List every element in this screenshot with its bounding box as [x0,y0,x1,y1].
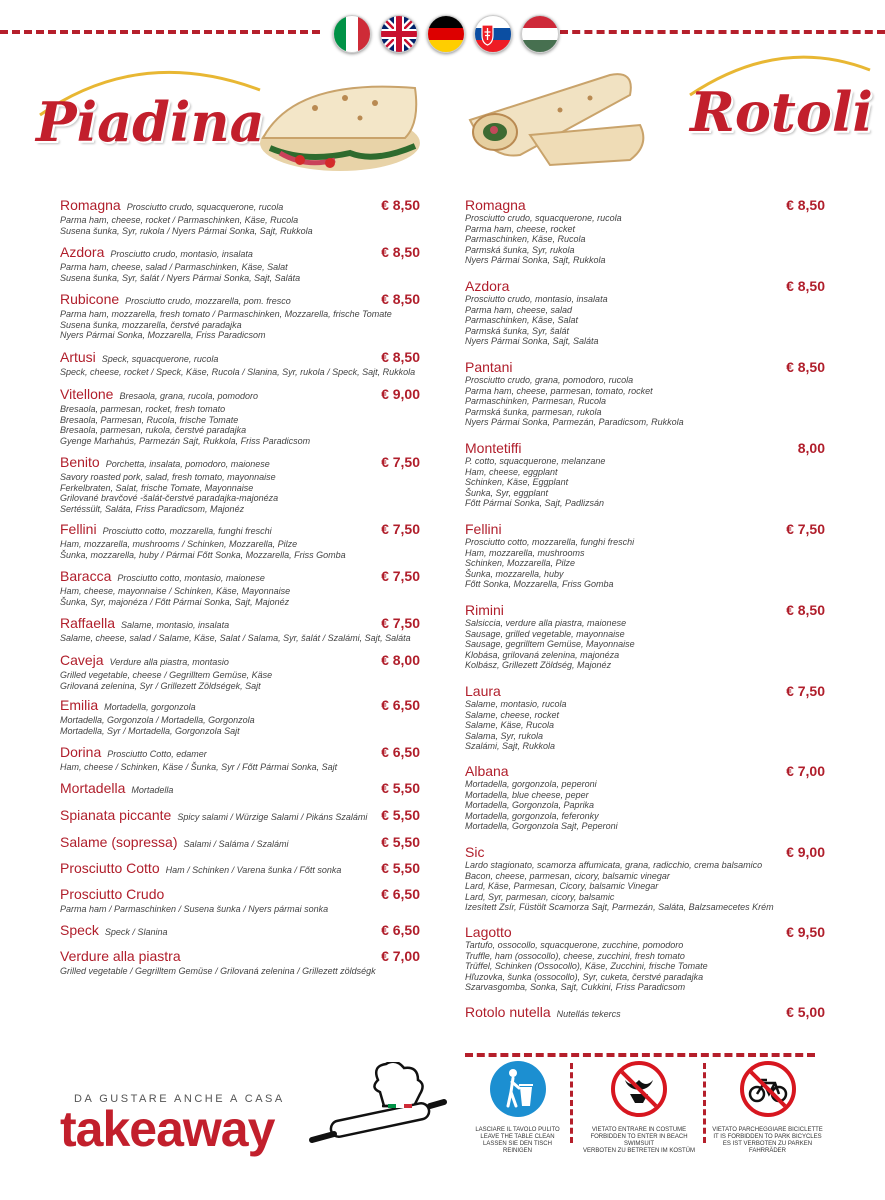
item-translation: Schinken, Mozzarella, Pilze [465,558,576,568]
item-translation: Šunka, Syr, majonéza / Főtt Pármai Sonka, Sajt, Majonéz [60,596,290,607]
menu-item[interactable] [60,454,420,514]
item-name: Rotolo nutella [465,1004,551,1020]
item-translation: Kolbász, Grillezett Zöldség, Majonéz [465,660,612,670]
menu-item[interactable] [60,291,420,341]
item-name: Laura [465,683,501,699]
menu-item[interactable] [465,763,825,832]
item-name: Verdure alla piastra [60,948,181,964]
sign-text: VIETATO PARCHEGGIARE BICICLETTE [712,1127,823,1133]
item-translation: Parmská šunka, Syr, šalát [465,325,570,336]
menu-item[interactable] [60,780,420,798]
item-translation: Parmaschinken, Parmesan, Rucola [465,396,607,406]
item-translation: Bresaola, parmesan, rukola, čerstvé paradajka [60,425,247,435]
menu-item[interactable] [60,349,420,378]
item-translation: Salama, Syr, rukola [465,730,544,741]
item-name: Lagotto [465,924,512,940]
item-name: Azdora [465,278,510,294]
item-price: € 7,00 [381,948,420,964]
item-name: Fellini [60,521,97,537]
item-price: 8,00 [797,440,825,456]
item-translation: Parmaschinken, Käse, Rucola [465,234,586,244]
item-translation: Tartufo, ossocollo, squacquerone, zucchine, pomodoro [465,940,684,950]
item-name: Baracca [60,568,112,584]
item-price: € 8,50 [786,278,825,294]
item-price: € 7,50 [381,521,420,537]
item-price: € 9,00 [786,844,825,860]
item-name: Emilia [60,697,99,713]
chef-hat-rolling-pin-icon [290,1062,450,1152]
item-price: € 8,50 [786,602,825,618]
no-swimsuit-icon [610,1060,668,1118]
menu-item[interactable] [60,697,420,736]
item-translation: Šunka, Syr, eggplant [465,487,549,498]
item-translation: Mortadella, Gorgonzola Sajt, Peperoni [465,821,618,831]
menu-item[interactable] [465,359,825,428]
item-name: Rubicone [60,291,120,307]
item-translation: Bresaola, Parmesan, Rucola, frische Tomate [60,414,239,425]
item-ingredients: Bresaola, grana, rucola, pomodoro [119,391,259,401]
menu-item[interactable] [465,602,825,671]
sign-text: LASCIARE IL TAVOLO PULITO [475,1127,560,1133]
item-translation: Mortadella, gorgonzola, peperoni [465,779,597,789]
item-price: € 8,50 [381,244,420,260]
item-translation: Hľuzovka, šunka (ossocollo), Syr, cuketa, čerstvé paradajka [465,971,704,982]
item-ingredients: Salame, montasio, insalata [121,620,230,630]
item-translation: Parma ham, cheese, parmesan, tomato, rocket [465,385,653,396]
item-ingredients: Speck, squacquerone, rucola [101,354,219,364]
item-translation: Parmská šunka, parmesan, rukola [465,406,602,417]
menu-item[interactable] [60,197,420,236]
item-translation: Parmská šunka, Syr, rukola [465,244,575,255]
item-ingredients: Prosciutto crudo, montasio, insalata [110,249,253,259]
item-translation: Grilled vegetable, cheese / Gegrilltem Gemüse, Käse [60,670,273,680]
item-name: Benito [60,454,100,470]
item-translation: Nyers Pármai Sonka, Mozzarella, Friss Paradicsom [60,330,266,340]
item-price: € 6,50 [381,922,420,938]
item-translation: Parma ham, cheese, rocket / Parmaschinken, Käse, Rucola [60,215,299,225]
item-translation: Salame, cheese, rocket [465,709,560,720]
item-name: Pantani [465,359,513,375]
item-name: Salame (sopressa) [60,834,178,850]
bottom-divider [465,1053,815,1057]
item-name: Caveja [60,652,104,668]
item-name: Raffaella [60,615,116,631]
item-translation: Sertéssült, Saláta, Friss Paradicsom, Majonéz [60,503,245,514]
item-price: € 5,00 [786,1004,825,1020]
item-translation: Ham, cheese, eggplant [465,466,558,477]
sign-separator [570,1063,573,1143]
no-swimsuit-sign [580,1060,698,1155]
sign-text: VIETATO ENTRARE IN COSTUME [591,1127,687,1133]
slovak-flag-icon[interactable] [474,15,512,53]
item-translation: Salame, montasio, rucola [465,699,567,709]
takeaway-tagline: DA GUSTARE ANCHE A CASA [74,1093,285,1105]
clean-table-sign [470,1060,565,1155]
item-translation: Salame, Käse, Rucola [465,720,555,730]
item-name: Spianata piccante [60,807,172,823]
item-translation: Prosciutto crudo, squacquerone, rucola [465,213,622,223]
item-translation: Bacon, cheese, parmesan, cicory, balsamic vinegar [465,870,670,881]
item-translation: Parma ham, cheese, salad [465,304,573,315]
item-price: € 8,50 [381,197,420,213]
item-price: € 8,50 [381,291,420,307]
item-translation: Susena šunka, mozzarella, čerstvé paradajka [60,319,242,330]
item-translation: Sausage, grilled vegetable, mayonnaise [465,628,625,639]
language-flags [333,15,559,53]
item-translation: Truffle, ham (ossocollo), cheese, zucchini, fresh tomato [465,950,685,961]
menu-item[interactable] [465,924,825,993]
item-translation: Prosciutto cotto, mozzarella, funghi freschi [465,537,635,547]
item-ingredients: Prosciutto crudo, squacquerone, rucola [126,202,284,212]
trash-bin-icon [489,1060,547,1118]
menu-item[interactable] [60,860,420,878]
item-translation: Mortadella, Syr / Mortadella, Gorgonzola Sajt [60,725,240,736]
sign-text: ES IST VERBOTEN ZU PARKEN FAHRRÄDER [722,1141,813,1154]
item-translation: Mortadella, blue cheese, peper [465,789,589,800]
item-ingredients: Mortadella, gorgonzola [104,702,196,712]
menu-item[interactable] [465,197,825,266]
item-name: Mortadella [60,780,126,796]
item-name: Vitellone [60,386,114,402]
item-translation: Trüffel, Schinken (Ossocollo), Käse, Zucchini, frische Tomate [465,961,708,971]
no-bicycle-icon [739,1060,797,1118]
item-name: Rimini [465,602,504,618]
item-translation: Parmaschinken, Käse, Salat [465,315,579,325]
item-translation: Prosciutto crudo, grana, pomodoro, rucola [465,375,634,385]
item-name: Romagna [60,197,121,213]
item-translation: Lardo stagionato, scamorza affumicata, grana, radicchio, crema balsamico [465,860,763,870]
item-ingredients: Ham / Schinken / Varena šunka / Főtt sonka [165,865,342,875]
item-ingredients: Nutellás tekercs [556,1009,621,1019]
piadina-title: Piadina [36,90,265,154]
item-price: € 8,50 [381,349,420,365]
item-name: Fellini [465,521,502,537]
item-translation: Šunka, mozzarella, huby [465,568,564,579]
item-translation: Nyers Pármai Sonka, Sajt, Saláta [465,336,599,346]
menu-item[interactable] [465,521,825,590]
rotoli-title: Rotoli [690,80,873,144]
item-ingredients: Speck / Slanina [104,927,168,937]
item-translation: Grilované bravčové -šalát-čerstvé paradajka-majonéza [60,493,279,503]
item-translation: Savory roasted pork, salad, fresh tomato, mayonnaise [60,472,276,482]
item-translation: Parma ham, cheese, salad / Parmaschinken, Käse, Salat [60,262,288,272]
item-ingredients: Prosciutto cotto, mozzarella, funghi freschi [102,526,272,536]
item-translation: Nyers Pármai Sonka, Sajt, Rukkola [465,255,606,265]
item-name: Prosciutto Cotto [60,860,160,876]
menu-item[interactable] [465,1004,825,1022]
item-price: € 5,50 [381,834,420,850]
item-translation: Mortadella, Gorgonzola, Paprika [465,800,595,810]
item-price: € 8,00 [381,652,420,668]
menu-item[interactable] [60,615,420,644]
menu-item[interactable] [60,886,420,915]
sign-text: FORBIDDEN TO ENTER IN BEACH SWIMSUIT [590,1134,688,1147]
item-translation: Lard, Syr, parmesan, cicory, balsamic [465,891,615,902]
item-ingredients: Prosciutto crudo, mozzarella, pom. fresco [125,296,291,306]
menu-item[interactable] [465,440,825,509]
sign-text: IT IS FORBIDDEN TO PARK BICYCLES [713,1134,822,1140]
menu-item[interactable] [60,652,420,691]
item-price: € 9,00 [381,386,420,402]
item-translation: Salame, cheese, salad / Salame, Käse, Salat / Salama, Syr, šalát / Szalámi, Sajt, Saláta [60,633,411,643]
takeaway-take: take [60,1101,157,1157]
item-translation: Ham, mozzarella, mushrooms [465,547,585,558]
hungarian-flag-icon[interactable] [521,15,559,53]
item-name: Speck [60,922,99,938]
menu-item[interactable] [60,386,420,446]
item-price: € 8,50 [786,359,825,375]
item-translation: Speck, cheese, rocket / Speck, Käse, Rucola / Slanina, Syr, rukola / Speck, Sajt, Rukkola [60,367,416,377]
item-name: Romagna [465,197,526,213]
item-translation: Nyers Pármai Sonka, Parmezán, Paradicsom, Rukkola [465,417,684,427]
top-divider-left [0,30,320,34]
italian-flag-icon[interactable] [333,15,371,53]
item-name: Albana [465,763,509,779]
sign-text: LEAVE THE TABLE CLEAN [480,1134,555,1140]
item-translation: Ham, cheese, mayonnaise / Schinken, Käse, Mayonnaise [60,586,291,596]
item-translation: Parma ham, cheese, rocket [465,223,576,234]
item-name: Dorina [60,744,102,760]
item-translation: Parma ham / Parmaschinken / Susena šunka / Nyers pármai sonka [60,904,329,914]
item-translation: Ham, mozzarella, mushrooms / Schinken, Mozzarella, Pilze [60,539,298,549]
item-ingredients: Mortadella [131,785,174,795]
menu-item[interactable] [60,834,420,852]
item-price: € 6,50 [381,886,420,902]
menu-item[interactable] [60,568,420,607]
item-name: Sic [465,844,485,860]
item-translation: Salsiccia, verdure alla piastra, maionese [465,618,627,628]
item-price: € 6,50 [381,697,420,713]
rotoli-image [460,60,660,170]
piadina-image [255,68,425,178]
menu-item[interactable] [60,744,420,773]
item-translation: Susena šunka, Syr, šalát / Nyers Pármai Sonka, Sajt, Saláta [60,272,301,283]
menu-item[interactable] [465,683,825,752]
item-price: € 7,50 [381,454,420,470]
item-translation: Mortadella, gorgonzola, feferonky [465,810,599,821]
item-price: € 7,50 [381,568,420,584]
item-ingredients: Porchetta, insalata, pomodoro, maionese [105,459,270,469]
sign-separator [703,1063,706,1143]
item-price: € 9,50 [786,924,825,940]
item-translation: Sausage, gegrilltem Gemüse, Mayonnaise [465,639,635,649]
item-translation: P. cotto, squacquerone, melanzane [465,456,606,466]
item-name: Prosciutto Crudo [60,886,165,902]
item-translation: Bresaola, parmesan, rocket, fresh tomato [60,404,226,414]
menu-item[interactable] [465,844,825,913]
takeaway-away: away [156,1101,275,1157]
menu-item[interactable] [60,521,420,560]
menu-item[interactable] [465,278,825,347]
sign-text: LASSEN SIE DEN TISCH REINIGEN [483,1141,552,1154]
menu-item[interactable] [60,922,420,940]
item-price: € 5,50 [381,807,420,823]
item-translation: Klobása, grilovaná zelenina, majonéza [465,649,620,660]
item-translation: Főtt Pármai Sonka, Sajt, Padlizsán [465,498,605,508]
item-price: € 8,50 [786,197,825,213]
german-flag-icon[interactable] [427,15,465,53]
top-divider-right [560,30,885,34]
item-ingredients: Salami / Saláma / Szalámi [183,839,289,849]
item-price: € 5,50 [381,780,420,796]
sign-text: VERBOTEN ZU BETRETEN IM KOSTÜM [582,1148,695,1154]
item-translation: Susena šunka, Syr, rukola / Nyers Pármai Sonka, Sajt, Rukkola [60,225,313,236]
takeaway-logo [60,1100,274,1158]
item-ingredients: Spicy salami / Würzige Salami / Pikáns Szalámi [177,812,368,822]
item-translation: Szarvasgomba, Sonka, Sajt, Cukkini, Friss Paradicsom [465,982,686,992]
item-name: Artusi [60,349,96,365]
item-translation: Főtt Sonka, Mozzarella, Friss Gomba [465,579,614,589]
item-ingredients: Verdure alla piastra, montasio [109,657,229,667]
item-translation: Mortadella, Gorgonzola / Mortadella, Gorgonzola [60,715,255,725]
item-translation: Grilled vegetable / Gegrilltem Gemüse / Grilovaná zelenina / Grillezett zöldségk [60,966,376,976]
item-translation: Schinken, Käse, Eggplant [465,477,569,487]
menu-item[interactable] [60,807,420,825]
item-price: € 7,50 [786,683,825,699]
item-translation: Szalámi, Sajt, Rukkola [465,741,556,751]
item-price: € 7,00 [786,763,825,779]
item-ingredients: Prosciutto Cotto, edamer [107,749,207,759]
item-name: Azdora [60,244,105,260]
item-price: € 5,50 [381,860,420,876]
item-translation: Grilovaná zelenina, Syr / Grillezett Zöldségek, Sajt [60,680,261,691]
item-translation: Lard, Käse, Parmesan, Cicory, balsamic Vinegar [465,881,659,891]
no-bicycle-sign [710,1060,825,1155]
item-translation: Parma ham, mozzarella, fresh tomato / Parmaschinken, Mozzarella, frische Tomate [60,309,392,319]
item-translation: Gyenge Marhahús, Parmezán Sajt, Rukkola, Friss Paradicsom [60,435,311,446]
menu-item[interactable] [60,948,420,977]
item-translation: Prosciutto crudo, montasio, insalata [465,294,608,304]
uk-flag-icon[interactable] [380,15,418,53]
item-name: Montetiffi [465,440,522,456]
item-price: € 7,50 [786,521,825,537]
menu-item[interactable] [60,244,420,283]
item-ingredients: Prosciutto cotto, montasio, maionese [117,573,265,583]
item-price: € 6,50 [381,744,420,760]
item-price: € 7,50 [381,615,420,631]
item-translation: Ham, cheese / Schinken, Käse / Šunka, Syr / Főtt Pármai Sonka, Sajt [60,762,338,772]
item-translation: Izesített Zsír, Füstölt Scamorza Sajt, Parmezán, Saláta, Balzsamecetes Krém [465,902,774,912]
item-translation: Šunka, mozzarella, huby / Pármai Főtt Sonka, Mozzarella, Friss Gomba [60,549,346,560]
item-translation: Ferkelbraten, Salat, frische Tomate, Mayonnaise [60,482,254,493]
